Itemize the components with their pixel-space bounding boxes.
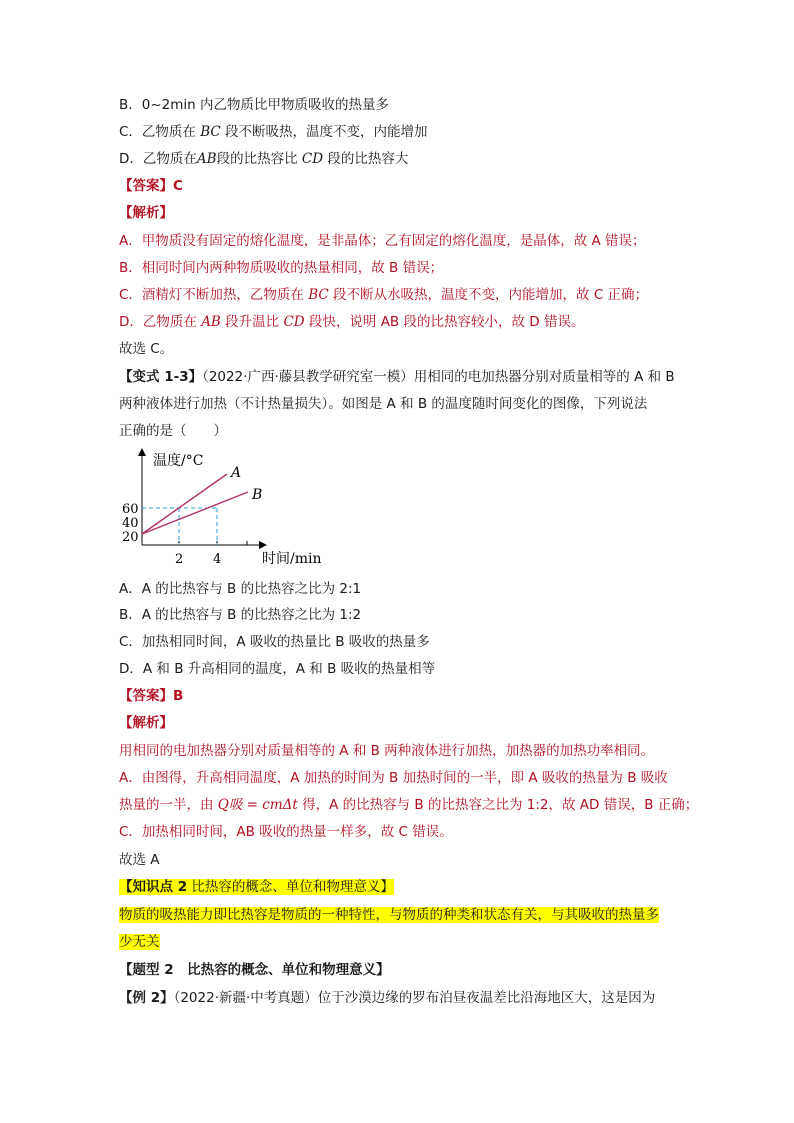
x-axis-label: 时间/min bbox=[262, 551, 322, 567]
series-label-A: A bbox=[231, 465, 242, 481]
y-tick-label: 20 bbox=[122, 530, 139, 545]
q2-conclusion: 故选 A bbox=[119, 852, 160, 868]
y-tick-label: 40 bbox=[122, 516, 139, 531]
q2-heading-line2: 两种液体进行加热（不计热量损失）。如图是 A 和 B 的温度随时间变化的图像，下列说法 bbox=[119, 396, 648, 412]
q1-option-b: B．0~2min 内乙物质比甲物质吸收的热量多 bbox=[119, 97, 389, 113]
q2-option-d: D．A 和 B 升高相同的温度，A 和 B 吸收的热量相等 bbox=[119, 661, 436, 677]
q1-analysis-c: C．酒精灯不断加热，乙物质在 BC 段不断从水吸热，温度不变，内能增加，故 C 正确； bbox=[119, 287, 649, 303]
q1-answer: 【答案】C bbox=[119, 178, 183, 194]
q2-option-a: A．A 的比热容与 B 的比热容之比为 2:1 bbox=[119, 581, 362, 597]
x-tick-label: 2 bbox=[175, 552, 184, 567]
example-2: 【例 2】（2022·新疆·中考真题）位于沙漠边缘的罗布泊昼夜温差比沿海地区大，这是因为 bbox=[119, 990, 656, 1006]
q1-conclusion: 故选 C。 bbox=[119, 341, 174, 357]
series-label-B: B bbox=[252, 487, 263, 503]
knowledge-point-text-2: 少无关 bbox=[119, 934, 160, 950]
knowledge-point-title: 【知识点 2 比热容的概念、单位和物理意义】 bbox=[119, 879, 394, 895]
y-axis-label: 温度/°C bbox=[153, 453, 204, 469]
knowledge-point-text-1: 物质的吸热能力即比热容是物质的一种特性，与物质的种类和状态有关，与其吸收的热量多 bbox=[119, 907, 659, 923]
q2-analysis-2: 热量的一半，由 Q吸 = cmΔt 得，A 的比热容与 B 的比热容之比为 1:2，故 AD 错误，B 正确； bbox=[119, 797, 699, 813]
q1-option-d: D．乙物质在AB段的比热容比 CD 段的比热容大 bbox=[119, 151, 409, 167]
series-line-A bbox=[142, 474, 227, 534]
q2-option-c: C．加热相同时间，A 吸收的热量比 B 吸收的热量多 bbox=[119, 634, 430, 650]
q2-analysis-3: C．加热相同时间，AB 吸收的热量一样多，故 C 错误。 bbox=[119, 824, 453, 840]
q2-analysis-1: A．由图得，升高相同温度，A 加热的时间为 B 加热时间的一半，即 A 吸收的热量为 B 吸收 bbox=[119, 770, 668, 786]
x-tick-label: 4 bbox=[213, 552, 222, 567]
q1-analysis-label: 【解析】 bbox=[119, 205, 173, 221]
temperature-time-chart bbox=[115, 446, 345, 574]
type-2-title: 【题型 2 比热容的概念、单位和物理意义】 bbox=[119, 962, 390, 978]
q1-analysis-d: D．乙物质在 AB 段升温比 CD 段快，说明 AB 段的比热容较小，故 D 错误。 bbox=[119, 314, 585, 330]
q1-analysis-a: A．甲物质没有固定的熔化温度，是非晶体；乙有固定的熔化温度，是晶体，故 A 错误； bbox=[119, 233, 646, 249]
q2-heading-line1: 【变式 1-3】（2022·广西·藤县教学研究室一模）用相同的电加热器分别对质量相等的 A 和 B bbox=[119, 369, 675, 385]
series-line-B bbox=[142, 492, 248, 534]
y-tick-label: 60 bbox=[122, 502, 139, 517]
q2-answer: 【答案】B bbox=[119, 688, 184, 704]
q2-analysis-0: 用相同的电加热器分别对质量相等的 A 和 B 两种液体进行加热，加热器的加热功率相同。 bbox=[119, 743, 655, 759]
q2-heading-line3: 正确的是（ ） bbox=[119, 423, 227, 439]
q2-analysis-label: 【解析】 bbox=[119, 715, 173, 731]
q1-option-c: C．乙物质在 BC 段不断吸热，温度不变，内能增加 bbox=[119, 124, 428, 140]
q2-option-b: B．A 的比热容与 B 的比热容之比为 1:2 bbox=[119, 607, 362, 623]
q1-analysis-b: B．相同时间内两种物质吸收的热量相同，故 B 错误； bbox=[119, 260, 444, 276]
